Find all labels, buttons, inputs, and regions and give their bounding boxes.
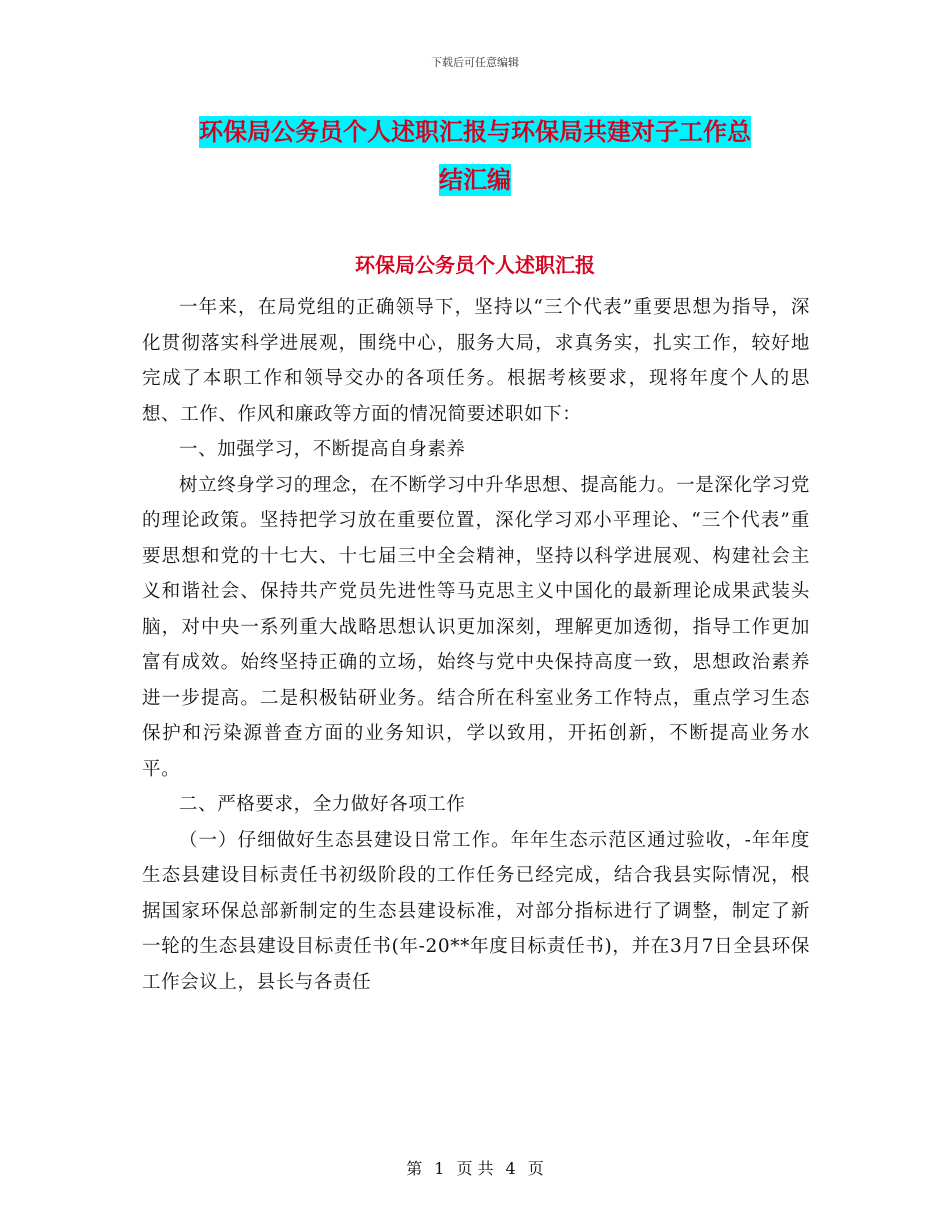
header-note: 下载后可任意编辑 [431,56,519,69]
paragraph-eco: （一）仔细做好生态县建设日常工作。年年生态示范区通过验收，-年年度生态县建设目标责任书初级阶段的工作任务已经完成，结合我县实际情况，根据国家环保总部新制定的生态县建设标准，对部分指标进行了调整，制定了新一轮的生态县建设目标责任书(年-20**年度目标责任书)，并在3月7日全县环保工作会议上，县长与各责任 [142,829,810,993]
paragraph-study: 树立终身学习的理念，在不断学习中升华思想、提高能力。一是深化学习党的理论政策。坚持把学习放在重要位置，深化学习邓小平理论、“三个代表”重要思想和党的十七大、十七届三中全会精神，坚持以科学进展观、构建社会主义和谐社会、保持共产党员先进性等马克思主义中国化的最新理论成果武装头脑，对中央一系列重大战略思想认识更加深刻，理解更加透彻，指导工作更加富有成效。始终坚持正确的立场，始终与党中央保持高度一致，思想政治素养进一步提高。二是积极钻研业务。结合所在科室业务工作特点，重点学习生态保护和污染源普查方面的业务知识，学以致用，开拓创新，不断提高业务水平。 [142,474,810,780]
heading-2: 二、严格要求，全力做好各项工作 [179,794,466,815]
footer-prefix: 第 [406,1159,423,1178]
section-title: 环保局公务员个人述职汇报 [355,253,595,277]
page-total: 4 [505,1159,516,1178]
page-footer [0,1156,950,1179]
paragraph-intro: 一年来，在局党组的正确领导下，坚持以“三个代表”重要思想为指导，深化贯彻落实科学进展观，围绕中心，服务大局，求真务实，扎实工作，较好地完成了本职工作和领导交办的各项任务。根据考核要求，现将年度个人的思想、工作、作风和廉政等方面的情况简要述职如下： [142,297,810,425]
heading-1: 一、加强学习，不断提高自身素养 [179,439,466,460]
document-title [150,108,800,204]
document-body [142,290,810,1000]
footer-suffix: 页 [527,1159,544,1178]
page-number: 1 [434,1159,445,1178]
title-line-2: 结汇编 [439,166,511,194]
footer-middle: 页 共 [456,1159,494,1178]
title-line-1: 环保局公务员个人述职汇报与环保局共建对子工作总 [199,118,751,146]
